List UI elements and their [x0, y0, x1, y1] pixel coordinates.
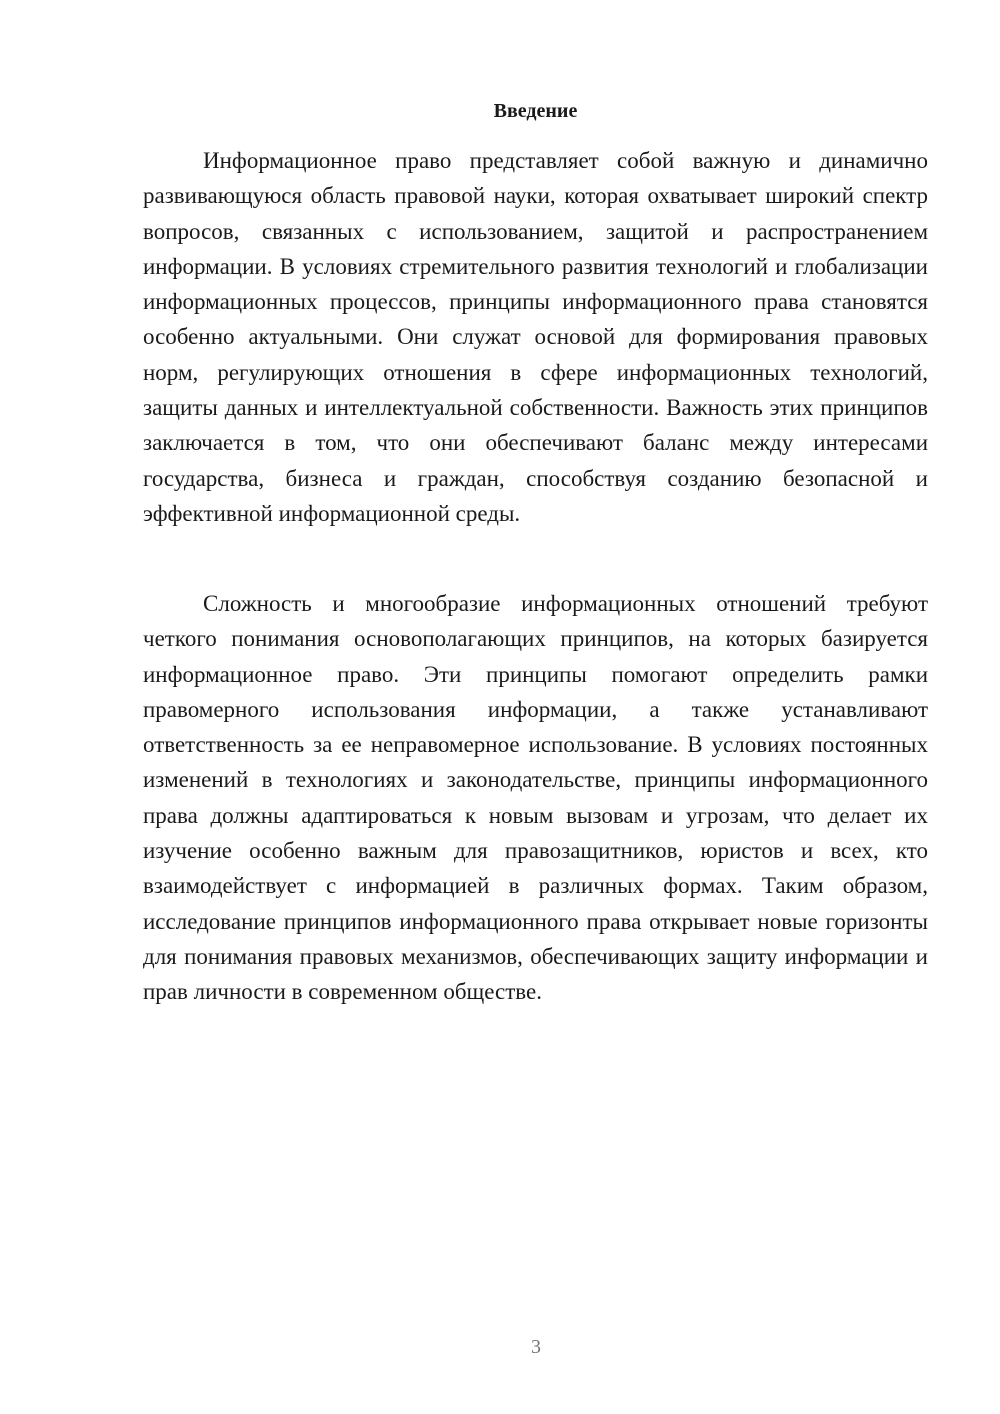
paragraph-1: Информационное право представляет собой важную и динамично развивающуюся область правовой науки, которая охватывает широкий спектр вопросов, связанных с использованием, защитой и распространением информации. В условиях стремительного развития технологий и глобализации информационных процессов, принципы информационного права становятся особенно актуальными. Они служат основой для формирования правовых норм, регулирующих отношения в сфере информационных технологий, защиты данных и интеллектуальной собственности. Важность этих принципов заключается в том, что они обеспечивают баланс между интересами государства, бизнеса и граждан, способствуя созданию безопасной и эффективной информационной среды.	[143, 148, 928, 526]
paragraph-2: Сложность и многообразие информационных отношений требуют четкого понимания основополагающих принципов, на которых базируется информационное право. Эти принципы помогают определить рамки правомерного использования информации, а также устанавливают ответственность за ее неправомерное использование. В условиях постоянных изменений в технологиях и законодательстве, принципы информационного права должны адаптироваться к новым вызовам и угрозам, что делает их изучение особенно важным для правозащитников, юристов и всех, кто взаимодействует с информацией в различных формах. Таким образом, исследование принципов информационного права открывает новые горизонты для понимания правовых механизмов, обеспечивающих защиту информации и прав личности в современном обществе.	[143, 591, 928, 1005]
page-number: 3	[531, 1336, 541, 1358]
page-title: Введение	[493, 100, 578, 122]
